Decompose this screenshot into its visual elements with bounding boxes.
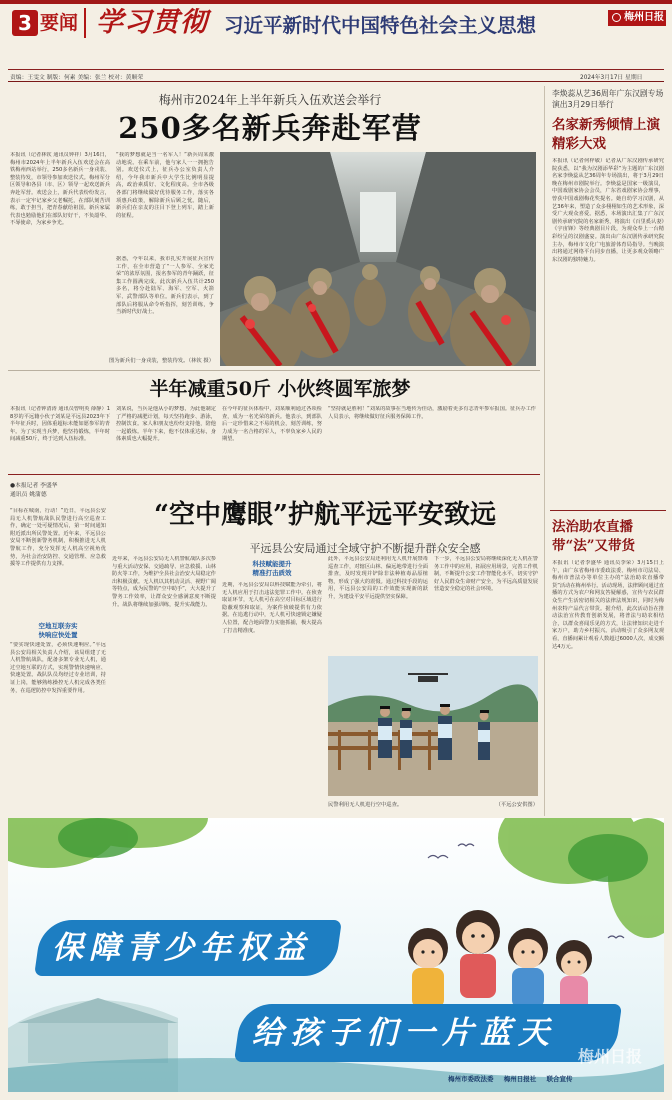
drone-subhead: 平远县公安局通过全域守护不断提升群众安全感 (249, 542, 481, 555)
lead-photo-caption: 图为新兵们一身戎装，整装待发。（林钦 摄） (109, 358, 214, 364)
brand-calligraphy: 学习贯彻 (96, 7, 208, 38)
issue-date: 2024年3月17日 星期日 (580, 75, 643, 81)
second-col2: 刘某说，当兵是他从小的梦想，为此他制定了严格的减肥计划，每天坚持跑步、游泳，控制饮食。家人和朋友也纷纷支持他，陪他一起锻炼。半年下来，他不仅体重达标，身体素质也大幅提升。 (116, 406, 216, 443)
paper-logo: 梅州日报 (624, 12, 664, 23)
drone-col4: 此外，平远县公安局还利用无人机开展禁毒巡查工作，对辖区山林、偏远地带进行全面排查，及时发现并铲除非法种植毒品原植物，形成了强大的震慑。通过科技手段的运用，平远县公安局的工作效能实现新的跃升，为建设平安平远提供坚实保障。 (328, 556, 428, 600)
masthead-top-bar (0, 0, 672, 4)
youth-rights-banner (8, 818, 664, 1092)
banner-line2: 给孩子们一片蓝天 (252, 1015, 556, 1051)
lead-col1: 本报讯（记者林钦 通讯员钟祥）3月16日，梅州市2024年上半年新兵入伍欢送会在高铁梅州西站举行，250多名新兵一身戎装、整装待发，市领导参加欢送仪式。梅州军分区领导和各县（市、区）领导一起欢送新兵奔赴军营。欢送会上，新兵代表纷纷发言，表示一定牢记家乡父老嘱托，在部队刻苦训练，敢于担当，把青春献给祖国。新兵家属代表也勉励他们在部队好好干，不负韶华、不辱使命，为家乡争光。 (10, 152, 110, 227)
paper-logo-box (608, 10, 666, 26)
drone-byline: ●本报记者 李盛华 通讯员 姚蒲德 (10, 483, 58, 498)
sidebar1-kicker: 李焕蕊从艺36周年广东汉剧专场演出3月29日举行 (552, 89, 664, 109)
masthead-rule-2 (8, 81, 664, 82)
sidebar2-body: 本报讯（记者李盛华 通讯员李荣）3月15日上午，由广东省梅州市委政法委、梅州市司法局、梅州市普法办等单位主办的“法治助农直播带货”活动在梅州举行。活动现场，法律顾问通过直播的方式为农户和网友答疑解惑，宣传与农民群众生产生活密切相关的法律法规知识，同时为梅州农特产品代言带货。据介绍，此次活动旨在推动法治宣传教育创新发展，将普法与助农相结合，以群众喜闻乐见的方式，让法律知识走进千家万户，助力乡村振兴。活动吸引了众多网友观看，直播间累计观看人数超过6000人次，成交额达4万元。 (552, 560, 664, 650)
drone-col1: “目标在城南，行动！”近日，平远县公安局无人机警航战队民警进行高空巡查工作，确定一处可疑情况后，第一时间通知附近派出所民警处置。近年来，平远县公安局不断创新警务机制，积极推进无人机警航工作，充分发挥无人机高空视角优势，为社会治安防控、交通管理、应急救援等工作提供有力支撑。 (10, 508, 106, 568)
masthead-red-divider (84, 8, 86, 38)
banner-footer (448, 1074, 658, 1083)
drone-photo-caption: 民警利用无人机进行空中巡查。 (328, 802, 403, 808)
section-label: 要闻 (40, 12, 79, 34)
editor-credits: 责编：王雯文 制版：何素 美编：张兰 校对：黄顺荣 (10, 75, 144, 81)
rule-drone (8, 474, 540, 475)
sidebar1-body: 本报讯（记者何梓敏）记者从广东汉剧传承研究院获悉，以“我为汉剧添华彩”为主题的广东汉剧名家李焕蕊从艺36周年专场演出，将于3月29日晚在梅州市剧院举行。李焕蕊是国家一级演员，中国戏剧家协会会员，广东省戏剧家协会理事，曾获中国戏剧梅花奖提名。她自幼学习汉剧，从艺36年来，塑造了众多栩栩如生的艺术形象，深受广大观众喜爱。据悉，本场演出汇集了广东汉剧传承研究院的名家新秀，将演出《百里奚认妻》《宇宙锋》等经典剧目片段，为观众奉上一台精彩纷呈的汉剧盛宴。演出由广东汉剧传承研究院主办，梅州市文化广电旅游体育局指导。当晚演出将通过网络平台同步直播，让更多观众领略广东汉剧的独特魅力。 (552, 158, 664, 263)
second-col1: 本报讯（记者钟清涛 通讯员曾明英 薛静）18岁的平远籍小伙子刘某是平远县2023年下半年征兵时，因体重超标未能如愿参军的青年。为了实现当兵梦，他坚持锻炼，半年时间减重50斤，终于达到入伍标准。 (10, 406, 110, 443)
masthead-slogan: 习近平新时代中国特色社会主义思想 (224, 14, 537, 37)
lead-col2: “我的梦想就是当一名军人！”新兵周某激动地说。在乘车前，他与家人一一拥抱告别。欢送仪式上，征兵办公室负责人介绍，今年我市新兵中大学生比例明显提高，政治素质好、文化程度高。全市各级各部门将继续做好优待服务工作，落实各项惠兵政策，解除新兵后顾之忧。随后，新兵们在亲友的注目下登上列车，踏上新的征程。 (116, 152, 214, 219)
drone-col5: 下一步，平远县公安局将继续深化无人机在警务工作中的应用，拓展应用场景，完善工作机制，不断提升公安工作智能化水平，切实守护好人民群众生命财产安全，为平远高质量发展营造安全稳定的社会环境。 (434, 556, 538, 593)
drone-col2: 近年来，平远县公安局无人机警航战队多次参与重大活动安保、交通疏导、应急救援、山林防火等工作，为维护全县社会治安大局稳定作出积极贡献。无人机以其机动灵活、视野广阔等特点，成为民警的“空中助手”，大大提升了警务工作效率，让群众安全感满意度不断提升。战队将继续加强训练，提升实战能力。 (112, 556, 216, 608)
sidebar-rule (550, 510, 666, 511)
drone-col1-subhead: 空地互联夯实 快响应快处置 (38, 622, 78, 639)
second-headline: 半年减重50斤 小伙终圆军旅梦 (149, 378, 411, 400)
seal-icon (612, 13, 621, 22)
second-col4: “坚持就是胜利！”刘某的故事在当地传为佳话，激励着更多有志青年参军报国。征兵办工作人员表示，将继续做好征兵服务保障工作。 (328, 406, 536, 420)
masthead (0, 0, 672, 81)
rule-second (8, 370, 540, 371)
banner-footer-mid: 梅州日报社 (503, 1075, 537, 1083)
soldiers-train-illustration (220, 152, 536, 366)
sidebar2-headline: 法治助农直播带“法”又带货 (552, 519, 636, 554)
lead-col2b: 据悉，今年以来，我市扎实开展征兵宣传工作，在全市营造了“一人参军、全家光荣”的浓厚氛围，报名参军的青年踊跃，征集工作圆满完成。此次新兵入伍共计250多名，将分赴陆军、海军、空军、火箭军、武警部队等单位。新兵们表示，到了部队后将服从命令听指挥，刻苦训练，争当新时代好战士。 (116, 256, 214, 316)
sidebar-divider (544, 86, 545, 816)
police-drone-illustration (328, 656, 538, 796)
banner-footer-right: 联合宣传 (546, 1075, 573, 1083)
drone-headline: “空中鹰眼”护航平远平安致远 (154, 500, 496, 530)
page-number-badge: 3 (12, 10, 38, 36)
drone-col3-subhead: 科技赋能提升 精准打击质效 (252, 560, 292, 577)
drone-photo-credit: （平远公安供图） (495, 802, 538, 808)
second-col3: 在今年的征兵体检中，刘某顺利通过各项检查，成为一名光荣的新兵。他表示，到部队后一定珍惜来之不易的机会，刻苦训练，努力成为一名合格的军人，不辜负家乡人民的期望。 (222, 406, 322, 443)
lead-kicker: 梅州市2024年上半年新兵入伍欢送会举行 (158, 93, 382, 107)
masthead-rule (8, 69, 664, 70)
lead-photo (220, 152, 536, 366)
banner-footer-left: 梅州市委政法委 (448, 1075, 494, 1083)
banner-line1: 保障青少年权益 (52, 930, 311, 966)
lead-headline: 250多名新兵奔赴军营 (118, 111, 422, 145)
drone-col1b: “要实现快速处置，必须快速响应。”平远县公安局相关负责人介绍，该局组建了无人机警航战队，配备多架专业无人机，通过空地互联的方式，实现警情快速响应、快速处置。战队队员均经过专业培训，持证上岗，能够熟练操控无人机完成各类任务，在巡逻防控中发挥重要作用。 (10, 642, 106, 694)
drone-col3: 近期，平远县公安局以科技赋能为牵引，将无人机应用于打击违法犯罪工作中。在侦查取证环节，无人机可在高空对目标区域进行隐蔽观察和取证，为案件侦破提供有力依据。在追逃行动中，无人机可快速锁定嫌疑人位置，配合地面警力实施抓捕，极大提高了打击精准度。 (222, 582, 322, 634)
watermark: 梅州日报 (578, 1047, 643, 1066)
drone-photo (328, 656, 538, 796)
sidebar1-headline: 名家新秀倾情上演精彩大戏 (552, 117, 660, 152)
